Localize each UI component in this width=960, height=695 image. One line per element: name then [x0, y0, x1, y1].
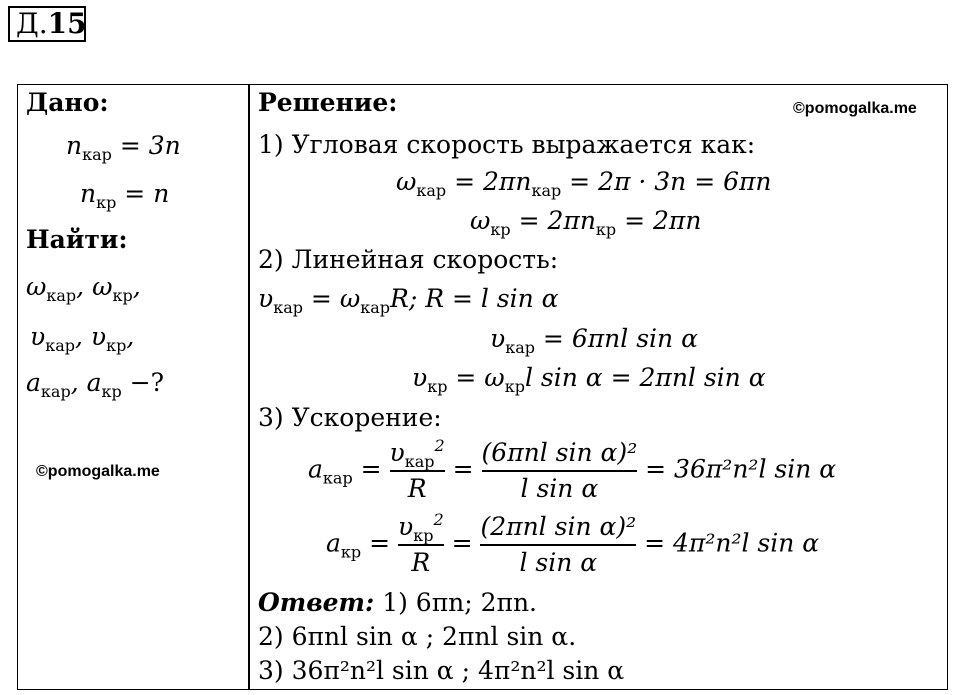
answer-line-2: 2) 6πnl sin α ; 2πnl sin α.	[258, 622, 577, 651]
answer-line-3: 3) 36π²n²l sin α ; 4π²n²l sin α	[258, 656, 625, 685]
answer-line-1: Ответ: 1) 6πn; 2πn.	[258, 588, 537, 617]
formula-v-kar-def: $\upsilon_{кар} = \omega_{кар}R$; R = l sin α	[258, 284, 559, 317]
task-prefix: Д.	[16, 7, 48, 40]
task-number: 15	[47, 7, 87, 40]
answer-label: Ответ:	[258, 588, 375, 617]
find-row-2: $\upsilon_{кар}$, $\upsilon_{кр}$,	[30, 322, 135, 355]
solution-heading: Решение:	[258, 88, 398, 117]
formula-v-kr: $\upsilon_{кр} = \omega_{кр}l$ sin α = 2πnl sin α	[412, 363, 766, 396]
given-line-1: $n_{кар} = 3n$	[66, 131, 181, 164]
formula-a-kar: $a_{кар}$ = $\frac{\upsilon_{кар}^2}{R}$ = $\frac{\text{(6πnl sin α)²}}{\text{l sin α}}$ = 36π²n²l sin α	[308, 436, 836, 506]
fraction-kar-squared: $\frac{\text{(6πnl sin α)²}}{\text{l sin α}}$	[481, 438, 638, 503]
formula-omega-kar: $\omega_{кар} = 2\pi n_{кар} = 2\pi \cdot 3n = 6\pi n$	[396, 167, 772, 200]
step2-title: 2) Линейная скорость:	[258, 245, 559, 274]
watermark-right: ©pomogalka.me	[793, 100, 917, 117]
task-number-box	[8, 6, 86, 42]
fraction-v-kar-over-r: $\frac{\upsilon_{кар}^2}{R}$	[389, 436, 445, 503]
fraction-v-kr-over-r: $\frac{\upsilon_{кр}^2}{R}$	[398, 510, 444, 577]
given-heading: Дано:	[26, 88, 109, 117]
step1-title: 1) Угловая скорость выражается как:	[258, 130, 756, 159]
formula-omega-kr: $\omega_{кр} = 2\pi n_{кр} = 2\pi n$	[470, 206, 702, 239]
given-line-2: $n_{кр} = n$	[80, 179, 170, 212]
find-heading: Найти:	[26, 225, 128, 254]
column-divider	[248, 84, 250, 690]
step3-title: 3) Ускорение:	[258, 403, 442, 432]
formula-v-kar-result: $\upsilon_{кар} = 6\pi nl$ sin α	[490, 324, 698, 357]
fraction-kr-squared: $\frac{\text{(2πnl sin α)²}}{\text{l sin α}}$	[480, 512, 637, 577]
find-row-3: $a_{кар}$, $a_{кр}$ −?	[26, 368, 165, 401]
formula-a-kr: $a_{кр}$ = $\frac{\upsilon_{кр}^2}{R}$ = $\frac{\text{(2πnl sin α)²}}{\text{l sin α}}$ = 4π²n²l sin α	[326, 510, 819, 580]
find-row-1: $\omega_{кар}$, $\omega_{кр}$,	[26, 272, 141, 305]
watermark-left: ©pomogalka.me	[36, 463, 160, 480]
